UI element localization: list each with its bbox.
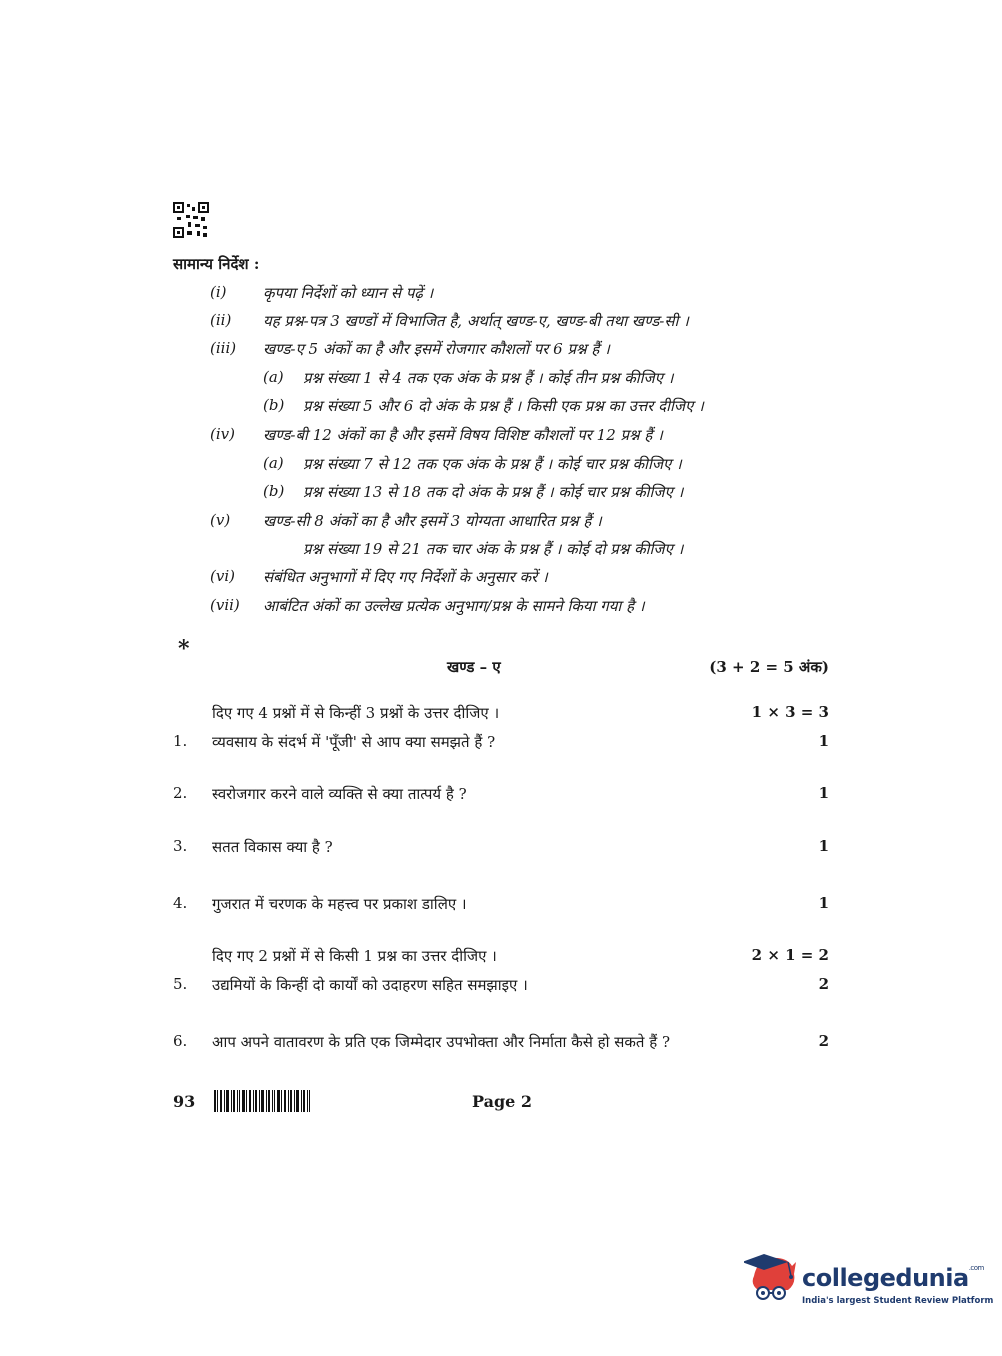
instruction-item: (i) कृपया निर्देशों को ध्यान से पढ़ें । — [210, 283, 434, 302]
page-number: Page 2 — [472, 1092, 533, 1111]
instruction-item: (ii) यह प्रश्न-पत्र 3 खण्डों में विभाजित है, अर्थात् खण्ड-ए, खण्ड-बी तथा खण्ड-सी । — [210, 311, 689, 330]
section-note: दिए गए 2 प्रश्नों में से किसी 1 प्रश्न का उत्तर दीजिए । — [212, 947, 497, 965]
collegedunia-logo[interactable] — [744, 1250, 994, 1316]
instruction-item: (v) खण्ड-सी 8 अंकों का है और इसमें 3 योग्यता आधारित प्रश्न हैं । — [210, 511, 602, 530]
question-row: 2. स्वरोजगार करने वाले व्यक्ति से क्या तात्पर्य है ? 1 — [173, 784, 829, 803]
instruction-item: (iii) खण्ड-ए 5 अंकों का है और इसमें रोजगार कौशलों पर 6 प्रश्न हैं । — [210, 339, 610, 358]
section-marks: (3 + 2 = 5 अंक) — [709, 658, 829, 676]
question-row: 6. आप अपने वातावरण के प्रति एक जिम्मेदार उपभोक्ता और निर्माता कैसे हो सकते हैं ? 2 — [173, 1032, 829, 1051]
section-heading: खण्ड – ए — [447, 658, 501, 676]
instruction-subitem: (b) प्रश्न संख्या 13 से 18 तक दो अंक के प्रश्न हैं । कोई चार प्रश्न कीजिए । — [263, 482, 684, 501]
instruction-subitem: (a) प्रश्न संख्या 1 से 4 तक एक अंक के प्रश्न हैं । कोई तीन प्रश्न कीजिए । — [263, 368, 674, 387]
paper-code: 93 — [173, 1092, 196, 1111]
mascot-icon — [744, 1250, 802, 1312]
question-row: 4. गुजरात में चरणक के महत्त्व पर प्रकाश डालिए । 1 — [173, 894, 829, 913]
barcode — [214, 1090, 310, 1112]
question-row: 1. व्यवसाय के संदर्भ में 'पूँजी' से आप क्या समझते हैं ? 1 — [173, 732, 829, 751]
instruction-subitem: (a) प्रश्न संख्या 7 से 12 तक एक अंक के प्रश्न हैं । कोई चार प्रश्न कीजिए । — [263, 454, 682, 473]
logo-wordmark: collegedunia$^{.com}$ — [802, 1264, 984, 1292]
logo-tagline: India's largest Student Review Platform — [802, 1296, 994, 1306]
instruction-subitem: प्रश्न संख्या 19 से 21 तक चार अंक के प्रश्न हैं । कोई दो प्रश्न कीजिए । — [303, 540, 684, 558]
section-note: दिए गए 4 प्रश्नों में से किन्हीं 3 प्रश्नों के उत्तर दीजिए । — [212, 704, 500, 722]
star-mark: * — [178, 636, 190, 662]
note-marks: 1 × 3 = 3 — [751, 703, 829, 721]
instruction-item: (vi) संबंधित अनुभागों में दिए गए निर्देशों के अनुसार करें । — [210, 567, 548, 586]
instruction-item: (iv) खण्ड-बी 12 अंकों का है और इसमें विषय विशिष्ट कौशलों पर 12 प्रश्न हैं । — [210, 425, 663, 444]
note-marks: 2 × 1 = 2 — [751, 946, 829, 964]
question-row: 5. उद्यमियों के किन्हीं दो कार्यों को उदाहरण सहित समझाइए । 2 — [173, 975, 829, 994]
question-row: 3. सतत विकास क्या है ? 1 — [173, 837, 829, 856]
instruction-subitem: (b) प्रश्न संख्या 5 और 6 दो अंक के प्रश्न हैं । किसी एक प्रश्न का उत्तर दीजिए । — [263, 396, 704, 415]
instructions-title: सामान्य निर्देश : — [173, 255, 260, 273]
instruction-item: (vii) आबंटित अंकों का उल्लेख प्रत्येक अनुभाग/प्रश्न के सामने किया गया है । — [210, 596, 645, 615]
qr-code — [173, 202, 209, 238]
